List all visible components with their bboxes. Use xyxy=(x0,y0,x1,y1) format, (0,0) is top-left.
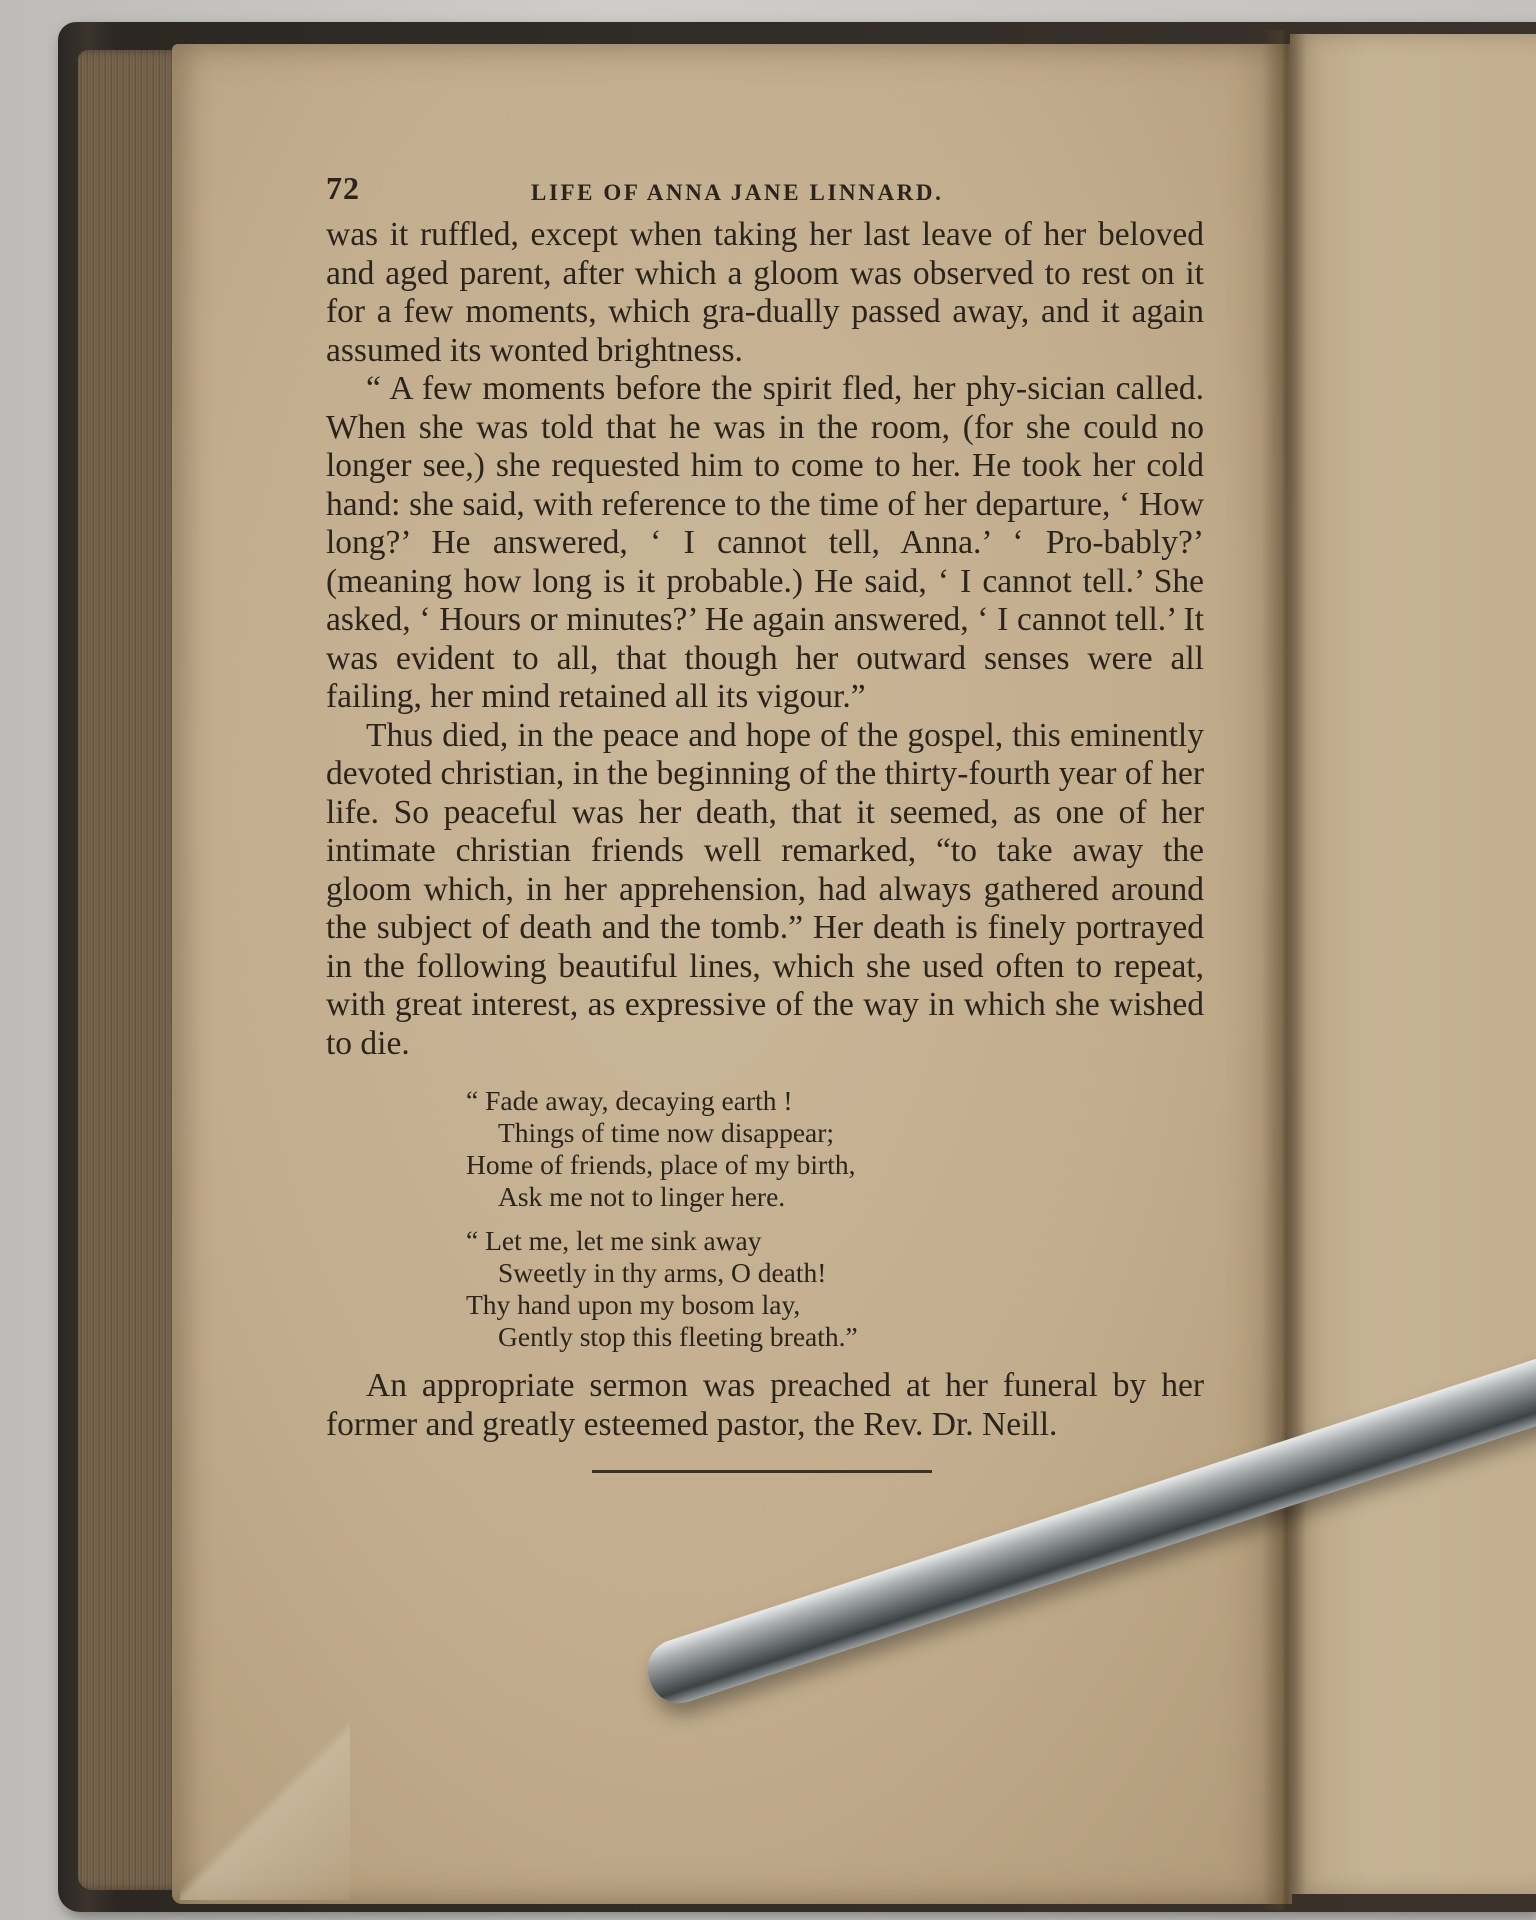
paragraph-1: was it ruffled, except when taking her last leave of her beloved and aged parent, after which a gloom was observed to rest on it for a few moments, which gra-dually passed away, and it again assumed its wonted brightness. xyxy=(326,216,1204,369)
poem-stanza-2 xyxy=(466,1225,1204,1353)
poem-line: “ Let me, let me sink away xyxy=(466,1225,762,1256)
page-number: 72 xyxy=(326,170,360,206)
poem-line: Gently stop this fleeting breath.” xyxy=(498,1321,858,1352)
right-page xyxy=(1290,34,1536,1894)
poem-line: “ Fade away, decaying earth ! xyxy=(466,1085,793,1116)
running-head xyxy=(326,170,1204,216)
poem-line: Sweetly in thy arms, O death! xyxy=(498,1257,827,1288)
page-corner-crease xyxy=(180,1720,350,1900)
poem-line: Home of friends, place of my birth, xyxy=(466,1149,856,1180)
poem-line: Thy hand upon my bosom lay, xyxy=(466,1289,801,1320)
poem xyxy=(466,1085,1204,1353)
poem-line: Ask me not to linger here. xyxy=(498,1181,786,1212)
paragraph-3: Thus died, in the peace and hope of the gospel, this eminently devoted christian, in the beginning of the thirty-fourth year of her life. So peaceful was her death, that it seemed, as one of her intimate christian friends well remarked, “to take away the gloom which, in her apprehension, had always gathered around the subject of death and the tomb.” Her death is finely portrayed in the following beautiful lines, which she used often to repeat, with great interest, as expressive of the way in which she wished to die. xyxy=(326,716,1204,1062)
page-text xyxy=(326,170,1204,1473)
paragraph-2: “ A few moments before the spirit fled, her phy-sician called. When she was told that he was in the room, (for she could no longer see,) she requested him to come to her. He took her cold hand: she said, with reference to the time of her departure, ‘ How long?’ He answered, ‘ I cannot tell, Anna.’ ‘ Pro-bably?’ (meaning how long is it probable.) He said, ‘ I cannot tell.’ She asked, ‘ Hours or minutes?’ He again answered, ‘ I cannot tell.’ It was evident to all, that though her outward senses were all failing, her mind retained all its vigour.” xyxy=(326,370,1204,715)
end-rule xyxy=(592,1470,932,1473)
running-title: LIFE OF ANNA JANE LINNARD. xyxy=(531,180,944,205)
closing-paragraph: An appropriate sermon was preached at her funeral by her former and greatly esteemed pastor, the Rev. Dr. Neill. xyxy=(326,1367,1204,1443)
poem-stanza-1 xyxy=(466,1085,1204,1213)
poem-line: Things of time now disappear; xyxy=(498,1117,835,1148)
book-gutter xyxy=(1262,30,1306,1910)
